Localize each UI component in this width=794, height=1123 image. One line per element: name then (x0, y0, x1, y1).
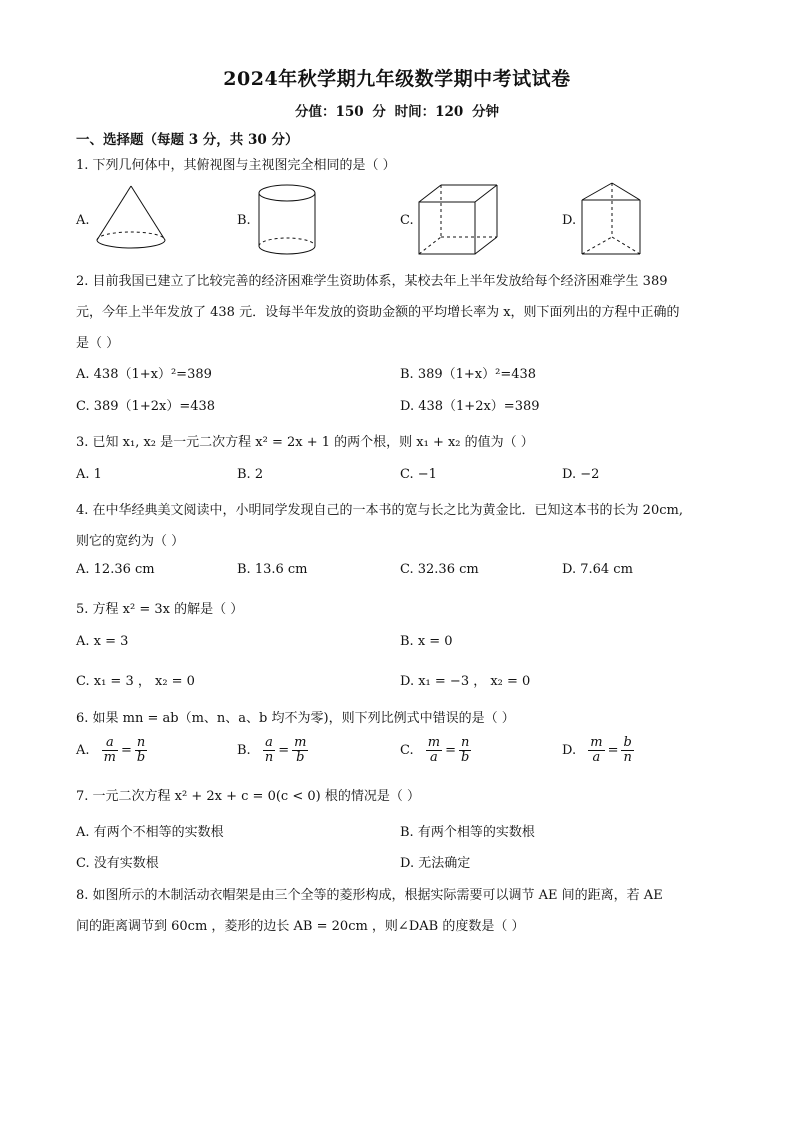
q6-option-c: C. $\frac{m}{a}$ = $\frac{n}{b}$ (400, 735, 470, 765)
question-2-line-3: 是（ ） (76, 336, 120, 351)
question-1-stem: 1. 下列几何体中，其俯视图与主视图完全相同的是（ ） (76, 158, 396, 173)
q6-option-b-label: B. (237, 743, 251, 758)
q2-option-a: A. 438（1+x）²=389 (76, 367, 212, 382)
q3-option-a: A. 1 (76, 467, 102, 482)
q4-option-c: C. 32.36 cm (400, 562, 479, 577)
question-6-stem: 6. 如果 mn = ab（m、n、a、b 均不为零)，则下列比例式中错误的是（ ） (76, 711, 515, 726)
q6-option-a-label: A. (76, 743, 90, 758)
question-2-line-2: 元，今年上半年发放了 438 元．设每半年发放的资助金额的平均增长率为 x，则下面列出的方程中正确的 (76, 305, 680, 320)
q4-option-b: B. 13.6 cm (237, 562, 308, 577)
fraction: $\frac{b}{n}$ (623, 735, 632, 765)
fraction: $\frac{a}{n}$ (264, 735, 274, 765)
q7-option-c: C. 没有实数根 (76, 856, 159, 871)
fraction: $\frac{m}{b}$ (294, 735, 307, 765)
question-8-line-1: 8. 如图所示的木制活动衣帽架是由三个全等的菱形构成，根据实际需要可以调节 AE 间的距离，若 AE (76, 888, 663, 903)
q3-option-d: D. −2 (562, 467, 600, 482)
fraction: $\frac{m}{a}$ (427, 735, 441, 765)
q5-option-c: C. x₁ = 3 ， x₂ = 0 (76, 674, 195, 689)
q6-option-d-label: D. (562, 743, 577, 758)
question-4-line-2: 则它的宽约为（ ） (76, 534, 185, 549)
cylinder-icon (255, 182, 319, 258)
q7-option-d: D. 无法确定 (400, 856, 471, 871)
q2-option-d: D. 438（1+2x）=389 (400, 399, 540, 414)
question-3-stem: 3. 已知 x₁, x₂ 是一元二次方程 x² = 2x + 1 的两个根，则 x₁ + x₂ 的值为（ ） (76, 435, 534, 450)
question-4-line-1: 4. 在中华经典美文阅读中，小明同学发现自己的一本书的宽与长之比为黄金比．已知这本书的长为 20cm, (76, 503, 683, 518)
q4-option-a: A. 12.36 cm (76, 562, 155, 577)
page-title: 2024年秋学期九年级数学期中考试试卷 (223, 68, 571, 90)
fraction: $\frac{m}{a}$ (590, 735, 603, 765)
question-2-line-1: 2. 目前我国已建立了比较完善的经济困难学生资助体系，某校去年上半年发放给每个经济困难学生 389 (76, 274, 668, 289)
question-7-stem: 7. 一元二次方程 x² + 2x + c = 0(c < 0) 根的情况是（ ） (76, 789, 420, 804)
q5-option-d: D. x₁ = −3 ， x₂ = 0 (400, 674, 531, 689)
q3-option-c: C. −1 (400, 467, 437, 482)
question-8-line-2: 间的距离调节到 60cm ，菱形的边长 AB = 20cm ，则∠DAB 的度数是（ ） (76, 919, 525, 934)
q1-option-c-label: C. (400, 213, 414, 228)
q7-option-a: A. 有两个不相等的实数根 (76, 825, 224, 840)
question-5-stem: 5. 方程 x² = 3x 的解是（ ） (76, 602, 244, 617)
q6-option-b: B. $\frac{a}{n}$ = $\frac{m}{b}$ (237, 735, 307, 765)
q1-option-b-label: B. (237, 213, 251, 228)
cone-icon (92, 182, 170, 254)
q5-option-a: A. x = 3 (76, 634, 129, 649)
q3-option-b: B. 2 (237, 467, 264, 482)
fraction: $\frac{n}{b}$ (136, 735, 146, 765)
q2-option-b: B. 389（1+x）²=438 (400, 367, 537, 382)
q1-option-a-label: A. (76, 213, 90, 228)
fraction: $\frac{n}{b}$ (461, 735, 470, 765)
q6-option-c-label: C. (400, 743, 414, 758)
q1-option-d-label: D. (562, 213, 577, 228)
triangular-prism-icon (578, 180, 644, 260)
q4-option-d: D. 7.64 cm (562, 562, 633, 577)
q2-option-c: C. 389（1+2x）=438 (76, 399, 216, 414)
section-heading: 一、选择题（每题 3 分，共 30 分） (76, 132, 299, 148)
cube-icon (416, 182, 500, 258)
fraction: $\frac{a}{m}$ (103, 735, 116, 765)
q5-option-b: B. x = 0 (400, 634, 453, 649)
q6-option-d: D. $\frac{m}{a}$ = $\frac{b}{n}$ (562, 735, 632, 765)
q7-option-b: B. 有两个相等的实数根 (400, 825, 535, 840)
q6-option-a: A. $\frac{a}{m}$ = $\frac{n}{b}$ (76, 735, 146, 765)
page-subtitle: 分值：150 分 时间：120 分钟 (295, 104, 499, 120)
